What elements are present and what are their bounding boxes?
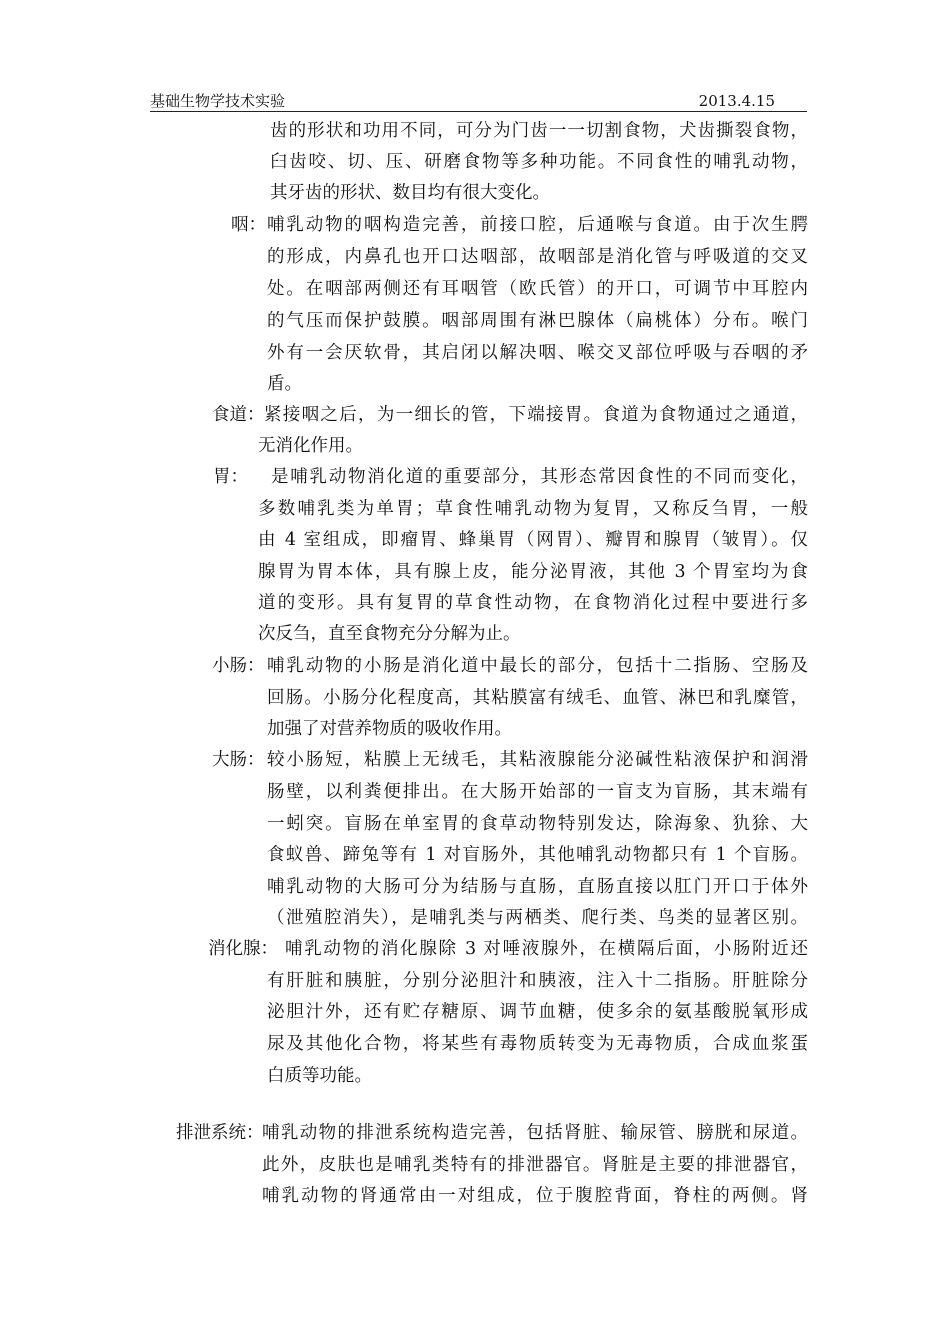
text-line: 紧接咽之后，为一细长的管，下端接胃。食道为食物通过之通道， <box>264 405 808 425</box>
text-line: 哺乳动物的咽构造完善，前接口腔，后通喉与食道。由于次生腭 <box>267 215 808 235</box>
large-intestine-label: 大肠： <box>212 750 265 770</box>
text-line: 的气压而保护鼓膜。咽部周围有淋巴腺体（扁桃体）分布。喉门 <box>267 311 808 331</box>
text-line: 此外，皮肤也是哺乳类特有的排泄器官。肾脏是主要的排泄器官， <box>262 1155 808 1175</box>
text-line: 较小肠短，粘膜上无绒毛，其粘液腺能分泌碱性粘液保护和润滑 <box>267 750 808 770</box>
text-line: （泄殖腔消失），是哺乳类与两栖类、爬行类、鸟类的显著区别。 <box>267 908 808 928</box>
text-line: 哺乳动物的肾通常由一对组成，位于腹腔背面，脊柱的两侧。肾 <box>262 1186 808 1206</box>
text-line: 泌胆汁外，还有贮存糖原、调节血糖，使多余的氨基酸脱氧形成 <box>267 1002 808 1022</box>
page-header <box>150 91 807 112</box>
header-title: 基础生物学技术实验 <box>150 92 286 110</box>
pharynx-label: 咽： <box>231 215 266 235</box>
text-line: 白质等功能。 <box>267 1066 372 1086</box>
small-intestine-label: 小肠： <box>212 656 265 676</box>
text-line: 臼齿咬、切、压、研磨食物等多种功能。不同食性的哺乳动物， <box>270 152 808 172</box>
text-line: 哺乳动物的消化腺除 3 对唾液腺外，在横隔后面，小肠附近还 <box>285 939 808 959</box>
text-line: 肠壁，以利粪便排出。在大肠开始部的一盲支为盲肠，其末端有 <box>267 782 808 802</box>
digestive-glands-label: 消化腺： <box>208 939 278 959</box>
stomach-label: 胃： <box>213 467 248 487</box>
text-line: 哺乳动物的大肠可分为结肠与直肠，直肠直接以肛门开口于体外 <box>267 877 808 897</box>
esophagus-label: 食道： <box>212 405 265 425</box>
text-line: 哺乳动物的排泄系统构造完善，包括肾脏、输尿管、膀胱和尿道。 <box>262 1123 808 1143</box>
text-line: 腺胃为胃本体，具有腺上皮，能分泌胃液，其他 3 个胃室均为食 <box>258 562 808 582</box>
excretory-system-label: 排泄系统： <box>176 1123 264 1143</box>
text-line: 其牙齿的形状、数目均有很大变化。 <box>270 183 550 203</box>
header-date: 2013.4.15 <box>698 92 775 110</box>
text-line: 有肝脏和胰脏，分别分泌胆汁和胰液，注入十二指肠。肝脏除分 <box>267 971 808 991</box>
text-line: 无消化作用。 <box>258 436 363 456</box>
text-line: 是哺乳动物消化道的重要部分，其形态常因食性的不同而变化， <box>271 467 808 487</box>
text-line: 回肠。小肠分化程度高，其粘膜富有绒毛、血管、淋巴和乳糜管， <box>267 688 808 708</box>
text-line: 盾。 <box>267 374 302 394</box>
text-line: 齿的形状和功用不同，可分为门齿一一切割食物，犬齿撕裂食物， <box>270 121 808 141</box>
text-line: 的形成，内鼻孔也开口达咽部，故咽部是消化管与呼吸道的交叉 <box>267 247 808 267</box>
text-line: 道的变形。具有复胃的草食性动物，在食物消化过程中要进行多 <box>258 593 808 613</box>
text-line: 次反刍，直至食物充分分解为止。 <box>258 624 521 644</box>
text-line: 食蚁兽、蹄兔等有 1 对盲肠外，其他哺乳动物都只有 1 个盲肠。 <box>267 845 808 865</box>
text-line: 多数哺乳类为单胃；草食性哺乳动物为复胃，又称反刍胃，一般 <box>258 499 808 519</box>
text-line: 尿及其他化合物，将某些有毒物质转变为无毒物质，合成血浆蛋 <box>267 1034 808 1054</box>
text-line: 哺乳动物的小肠是消化道中最长的部分，包括十二指肠、空肠及 <box>267 656 808 676</box>
text-line: 加强了对营养物质的吸收作用。 <box>267 719 512 739</box>
text-line: 一蚓突。盲肠在单室胃的食草动物特别发达，除海象、犰狳、大 <box>267 814 808 834</box>
text-line: 处。在咽部两侧还有耳咽管（欧氏管）的开口，可调节中耳腔内 <box>267 279 808 299</box>
text-line: 外有一会厌软骨，其启闭以解决咽、喉交叉部位呼吸与吞咽的矛 <box>267 343 808 363</box>
text-line: 由 4 室组成，即瘤胃、蜂巢胃（网胃）、瓣胃和腺胃（皱胃）。仅 <box>258 530 808 550</box>
